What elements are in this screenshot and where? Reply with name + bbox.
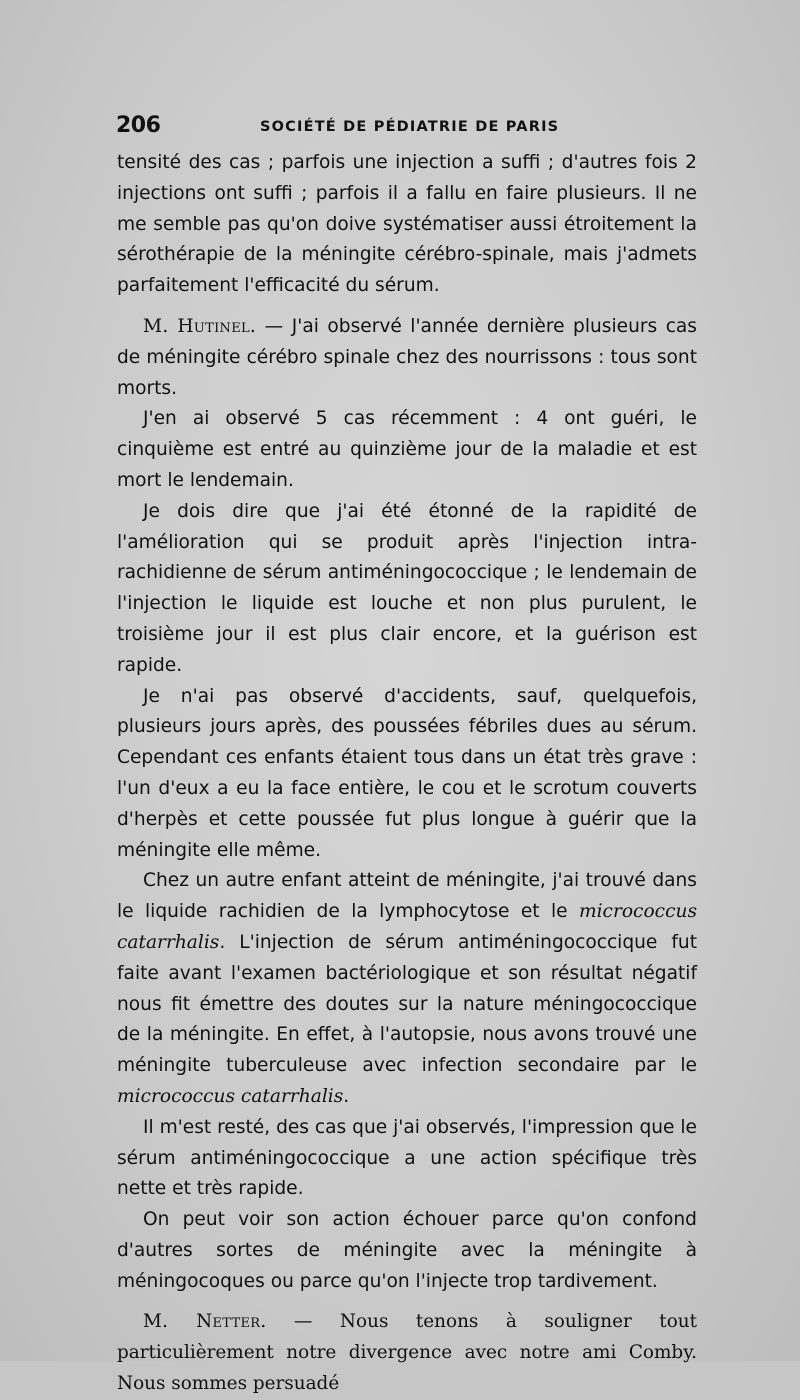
paragraph-hutinel — [117, 312, 697, 404]
speaker-name: M. Netter. — [143, 1311, 267, 1333]
paragraph-text: . — [343, 1085, 350, 1107]
italic-term: micrococcus catarrhalis — [117, 901, 697, 953]
paragraph-text: — Nous tenons à souligner tout particulièrement notre divergence avec notre ami Comby. Nous sommes persuadé — [117, 1311, 697, 1395]
paragraph: J'en ai observé 5 cas récemment : 4 ont guéri, le cinquième est entré au quinzième jour de la maladie et est mort le lendemain. — [117, 408, 697, 491]
body-text — [117, 148, 697, 1400]
paragraph-catarrhalis — [117, 866, 697, 1112]
paragraph-text: Chez un autre enfant atteint de méningite, j'ai trouvé dans le liquide rachidien de la lymphocytose et le — [117, 870, 697, 923]
speaker-name: M. Hutinel. — [143, 315, 257, 337]
page-header — [116, 113, 676, 143]
paragraph-continuation: tensité des cas ; parfois une injection a suffi ; d'autres fois 2 injections ont suffi ; parfois il a fallu en faire plusieurs. Il ne me semble pas qu'on doive systématiser aussi étroitement la sérothérapie de la méningite cérébro-spinale, mais j'admets parfaitement l'efficacité du sérum. — [117, 152, 697, 297]
paragraph: Je n'ai pas observé d'accidents, sauf, quelquefois, plusieurs jours après, des poussées fébriles dues au sérum. Cependant ces enfants étaient tous dans un état très grave : l'un d'eux a eu la face entière, le cou et le scrotum couverts d'herpès et cette poussée fut plus longue à guérir que la méningite elle même. — [117, 685, 697, 861]
italic-term: micrococcus catarrhalis — [117, 1085, 344, 1107]
paragraph: Il m'est resté, des cas que j'ai observés, l'impression que le sérum antiméningococcique a une action spécifique très nette et très rapide. — [117, 1116, 697, 1200]
paragraph-text: . L'injection de sérum antiméningococcique fut faite avant l'examen bactériologique et son résultat négatif nous fit émettre des doutes sur la nature méningococcique de la méningite. En effet, à l'autopsie, nous avons trouvé une méningite tuberculeuse avec infection secondaire par le — [117, 931, 697, 1077]
paragraph-netter — [117, 1307, 697, 1399]
paragraph: On peut voir son action échouer parce qu'on confond d'autres sortes de méningite avec la méningite à méningocoques ou parce qu'on l'injecte trop tardivement. — [117, 1209, 697, 1292]
paragraph: Je dois dire que j'ai été étonné de la rapidité de l'amélioration qui se produit après l'injection intra-rachidienne de sérum antiméningococcique ; le lendemain de l'injection le liquide est louche et non plus purulent, le troisième jour il est plus clair encore, et la guérison est rapide. — [117, 500, 697, 676]
paragraph-text: — J'ai observé l'année dernière plusieurs cas de méningite cérébro spinale chez des nourrissons : tous sont morts. — [117, 315, 697, 399]
running-head: SOCIÉTÉ DE PÉDIATRIE DE PARIS — [260, 119, 560, 135]
page-number: 206 — [116, 113, 161, 138]
